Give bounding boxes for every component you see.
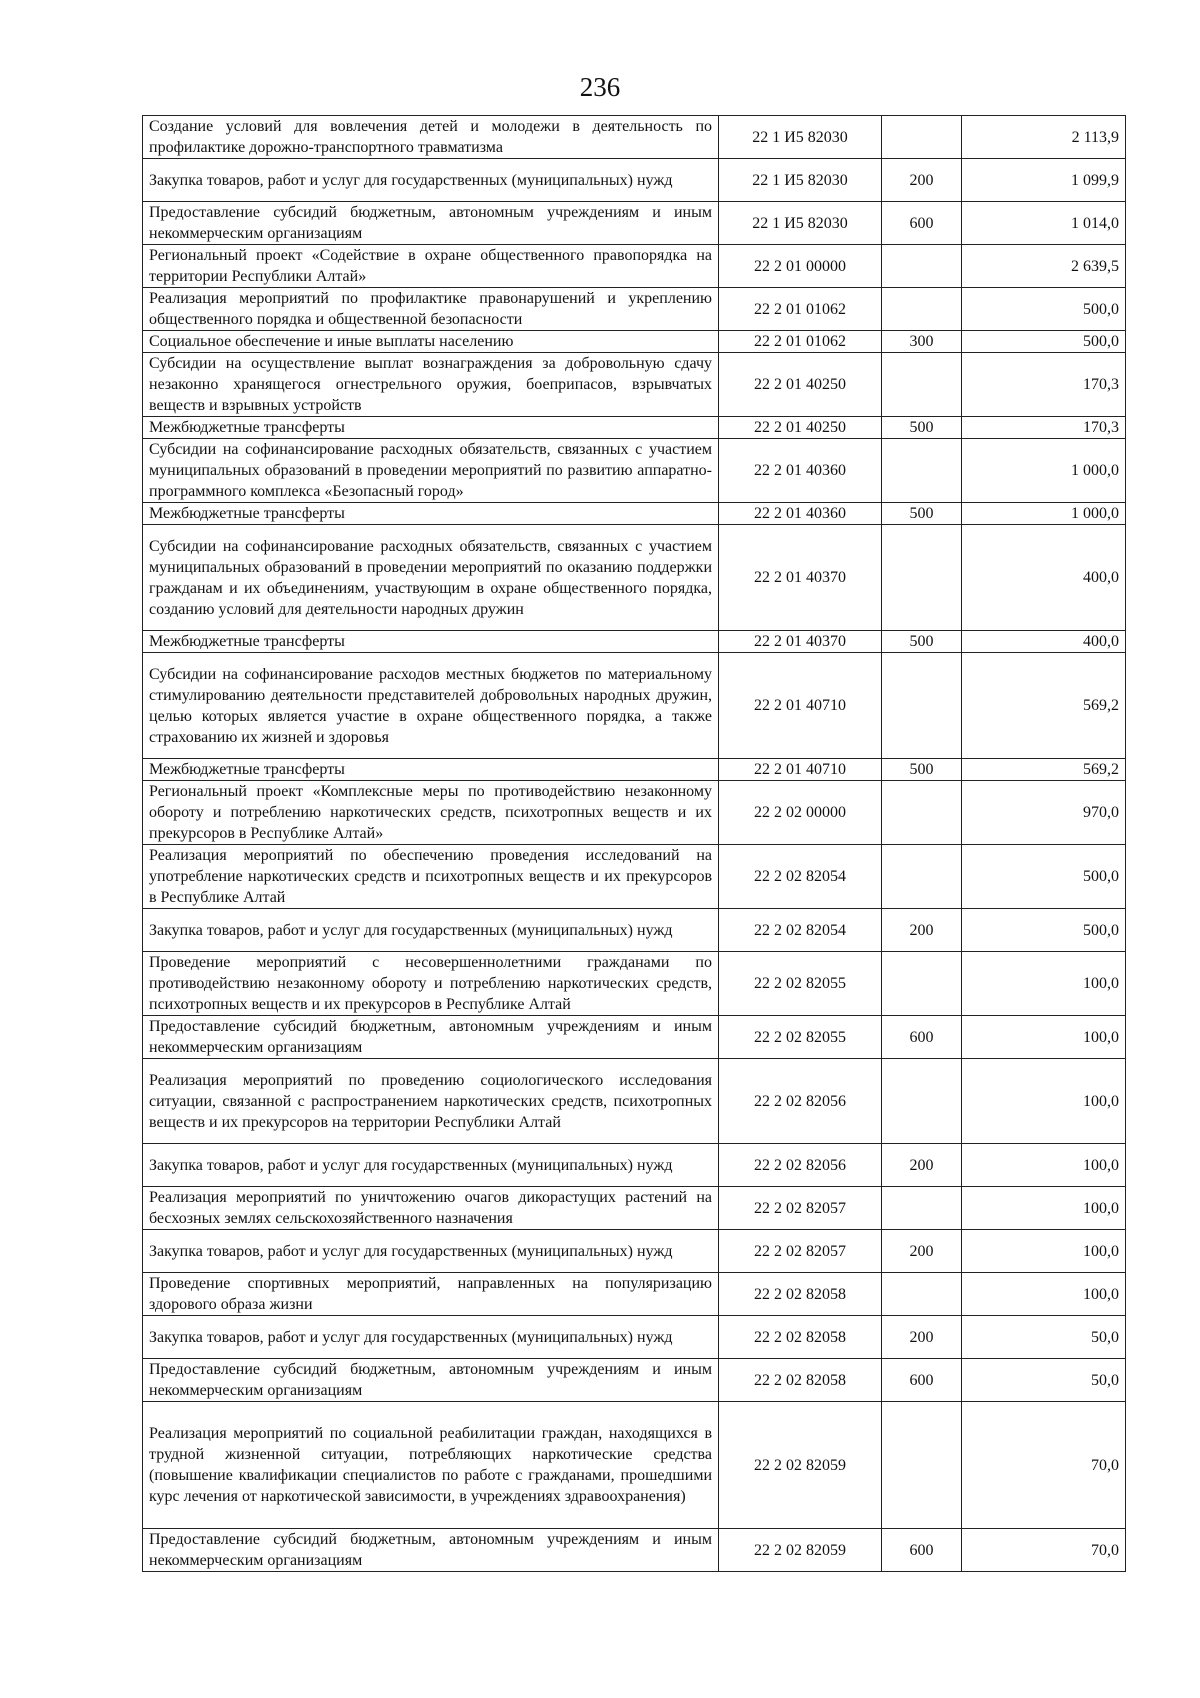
row-code-cell: 22 2 02 82056 [719,1144,882,1187]
row-sum-cell: 100,0 [962,952,1126,1016]
row-sum-cell: 70,0 [962,1402,1126,1529]
row-type-cell [882,116,962,159]
row-type-cell: 600 [882,202,962,245]
row-code-cell: 22 2 01 40250 [719,417,882,439]
row-type-cell [882,1059,962,1144]
row-name-cell: Предоставление субсидий бюджетным, автономным учреждениям и иным некоммерческим организациям [143,1016,719,1059]
row-sum-cell: 1 000,0 [962,439,1126,503]
row-sum-cell: 1 014,0 [962,202,1126,245]
row-type-cell [882,1402,962,1529]
row-name-cell: Создание условий для вовлечения детей и молодежи в деятельность по профилактике дорожно-транспортного травматизма [143,116,719,159]
row-name-cell: Предоставление субсидий бюджетным, автономным учреждениям и иным некоммерческим организациям [143,202,719,245]
page-number: 236 [579,72,621,102]
table-row [143,631,1126,653]
row-name-cell: Проведение спортивных мероприятий, направленных на популяризацию здорового образа жизни [143,1273,719,1316]
table-row [143,1402,1126,1529]
table-row [143,1273,1126,1316]
row-sum-cell: 170,3 [962,353,1126,417]
table-row [143,759,1126,781]
row-type-cell: 500 [882,759,962,781]
row-name-cell: Закупка товаров, работ и услуг для государственных (муниципальных) нужд [143,1316,719,1359]
row-name-cell: Региональный проект «Комплексные меры по противодействию незаконному обороту и потреблению наркотических средств, психотропных веществ и их прекурсоров в Республике Алтай» [143,781,719,845]
row-type-cell: 500 [882,417,962,439]
row-code-cell: 22 2 02 82054 [719,845,882,909]
row-type-cell: 200 [882,1316,962,1359]
row-sum-cell: 50,0 [962,1359,1126,1402]
row-type-cell: 300 [882,331,962,353]
row-code-cell: 22 2 01 40360 [719,503,882,525]
row-sum-cell: 500,0 [962,288,1126,331]
row-sum-cell: 1 000,0 [962,503,1126,525]
row-sum-cell: 100,0 [962,1144,1126,1187]
row-name-cell: Закупка товаров, работ и услуг для государственных (муниципальных) нужд [143,909,719,952]
row-name-cell: Субсидии на софинансирование расходных обязательств, связанных с участием муниципальных образований в проведении мероприятий по оказанию поддержки гражданам и их объединениям, участвующим в охране общественного порядка, созданию условий для деятельности народных дружин [143,525,719,631]
row-name-cell: Субсидии на софинансирование расходных обязательств, связанных с участием муниципальных образований в проведении мероприятий по развитию аппаратно-программного комплекса «Безопасный город» [143,439,719,503]
row-name-cell: Межбюджетные трансферты [143,631,719,653]
table-row [143,417,1126,439]
row-code-cell: 22 2 01 40370 [719,631,882,653]
row-code-cell: 22 2 02 82056 [719,1059,882,1144]
row-sum-cell: 100,0 [962,1059,1126,1144]
table-row [143,1187,1126,1230]
row-name-cell: Закупка товаров, работ и услуг для государственных (муниципальных) нужд [143,1144,719,1187]
row-sum-cell: 100,0 [962,1187,1126,1230]
row-sum-cell: 2 639,5 [962,245,1126,288]
row-name-cell: Закупка товаров, работ и услуг для государственных (муниципальных) нужд [143,159,719,202]
row-code-cell: 22 1 И5 82030 [719,202,882,245]
table-row [143,1359,1126,1402]
row-type-cell [882,1273,962,1316]
row-code-cell: 22 2 02 82055 [719,952,882,1016]
row-name-cell: Межбюджетные трансферты [143,417,719,439]
table-row [143,439,1126,503]
row-name-cell: Межбюджетные трансферты [143,503,719,525]
row-name-cell: Субсидии на осуществление выплат вознаграждения за добровольную сдачу незаконно хранящегося огнестрельного оружия, боеприпасов, взрывчатых веществ и взрывных устройств [143,353,719,417]
row-name-cell: Реализация мероприятий по уничтожению очагов дикорастущих растений на бесхозных землях сельскохозяйственного назначения [143,1187,719,1230]
table-row [143,845,1126,909]
row-sum-cell: 50,0 [962,1316,1126,1359]
row-code-cell: 22 2 01 01062 [719,331,882,353]
row-code-cell: 22 2 02 82054 [719,909,882,952]
row-type-cell: 600 [882,1016,962,1059]
table-row [143,1016,1126,1059]
row-type-cell [882,781,962,845]
row-sum-cell: 100,0 [962,1273,1126,1316]
row-code-cell: 22 2 02 82055 [719,1016,882,1059]
budget-table-body [143,116,1126,1572]
table-row [143,781,1126,845]
row-type-cell [882,288,962,331]
row-name-cell: Субсидии на софинансирование расходов местных бюджетов по материальному стимулированию деятельности представителей добровольных народных дружин, целью которых является участие в охране общественного порядка, а также страхованию их жизней и здоровья [143,653,719,759]
row-sum-cell: 2 113,9 [962,116,1126,159]
row-sum-cell: 569,2 [962,653,1126,759]
table-row [143,159,1126,202]
row-sum-cell: 500,0 [962,909,1126,952]
table-row [143,353,1126,417]
row-type-cell: 500 [882,631,962,653]
row-name-cell: Реализация мероприятий по профилактике правонарушений и укреплению общественного порядка и общественной безопасности [143,288,719,331]
row-name-cell: Социальное обеспечение и иные выплаты населению [143,331,719,353]
row-type-cell [882,439,962,503]
table-row [143,503,1126,525]
row-name-cell: Реализация мероприятий по обеспечению проведения исследований на употребление наркотических средств и психотропных веществ и их прекурсоров в Республике Алтай [143,845,719,909]
row-code-cell: 22 1 И5 82030 [719,159,882,202]
table-row [143,288,1126,331]
row-sum-cell: 70,0 [962,1529,1126,1572]
table-row [143,909,1126,952]
budget-table [142,115,1126,1572]
row-type-cell: 600 [882,1529,962,1572]
row-name-cell: Предоставление субсидий бюджетным, автономным учреждениям и иным некоммерческим организациям [143,1529,719,1572]
row-name-cell: Региональный проект «Содействие в охране общественного правопорядка на территории Республики Алтай» [143,245,719,288]
row-sum-cell: 400,0 [962,525,1126,631]
row-code-cell: 22 2 02 82059 [719,1529,882,1572]
row-type-cell [882,353,962,417]
table-row [143,1144,1126,1187]
row-sum-cell: 970,0 [962,781,1126,845]
table-row [143,331,1126,353]
row-name-cell: Реализация мероприятий по проведению социологического исследования ситуации, связанной с распространением наркотических средств, психотропных веществ и их прекурсоров на территории Республики Алтай [143,1059,719,1144]
row-code-cell: 22 2 02 82059 [719,1402,882,1529]
row-code-cell: 22 2 01 40710 [719,759,882,781]
row-code-cell: 22 2 01 40710 [719,653,882,759]
row-code-cell: 22 2 01 00000 [719,245,882,288]
row-name-cell: Проведение мероприятий с несовершеннолетними гражданами по противодействию незаконному обороту и потреблению наркотических средств, психотропных веществ и их прекурсоров в Республике Алтай [143,952,719,1016]
row-name-cell: Межбюджетные трансферты [143,759,719,781]
row-type-cell: 500 [882,503,962,525]
table-row [143,952,1126,1016]
table-row [143,116,1126,159]
row-code-cell: 22 2 02 82058 [719,1359,882,1402]
row-sum-cell: 100,0 [962,1230,1126,1273]
row-code-cell: 22 2 01 40370 [719,525,882,631]
table-row [143,1529,1126,1572]
table-row [143,525,1126,631]
row-type-cell [882,653,962,759]
row-code-cell: 22 2 02 82058 [719,1273,882,1316]
table-row [143,202,1126,245]
row-code-cell: 22 2 02 82057 [719,1187,882,1230]
row-sum-cell: 100,0 [962,1016,1126,1059]
table-row [143,245,1126,288]
row-code-cell: 22 2 01 01062 [719,288,882,331]
row-type-cell [882,952,962,1016]
row-sum-cell: 1 099,9 [962,159,1126,202]
row-code-cell: 22 2 02 00000 [719,781,882,845]
row-sum-cell: 170,3 [962,417,1126,439]
table-row [143,1230,1126,1273]
row-type-cell [882,1187,962,1230]
row-type-cell: 600 [882,1359,962,1402]
row-sum-cell: 500,0 [962,845,1126,909]
row-name-cell: Предоставление субсидий бюджетным, автономным учреждениям и иным некоммерческим организациям [143,1359,719,1402]
row-code-cell: 22 2 02 82057 [719,1230,882,1273]
row-sum-cell: 500,0 [962,331,1126,353]
row-code-cell: 22 2 01 40250 [719,353,882,417]
row-code-cell: 22 2 01 40360 [719,439,882,503]
row-type-cell [882,245,962,288]
table-row [143,1059,1126,1144]
row-type-cell [882,845,962,909]
row-type-cell: 200 [882,909,962,952]
row-sum-cell: 569,2 [962,759,1126,781]
row-type-cell: 200 [882,1230,962,1273]
row-type-cell: 200 [882,159,962,202]
table-row [143,653,1126,759]
row-code-cell: 22 2 02 82058 [719,1316,882,1359]
row-name-cell: Реализация мероприятий по социальной реабилитации граждан, находящихся в трудной жизненной ситуации, потребляющих наркотические средства (повышение квалификации специалистов по работе с гражданами, прошедшими курс лечения от наркотической зависимости, в учреждениях здравоохранения) [143,1402,719,1529]
row-name-cell: Закупка товаров, работ и услуг для государственных (муниципальных) нужд [143,1230,719,1273]
table-row [143,1316,1126,1359]
row-code-cell: 22 1 И5 82030 [719,116,882,159]
row-type-cell [882,525,962,631]
row-type-cell: 200 [882,1144,962,1187]
row-sum-cell: 400,0 [962,631,1126,653]
